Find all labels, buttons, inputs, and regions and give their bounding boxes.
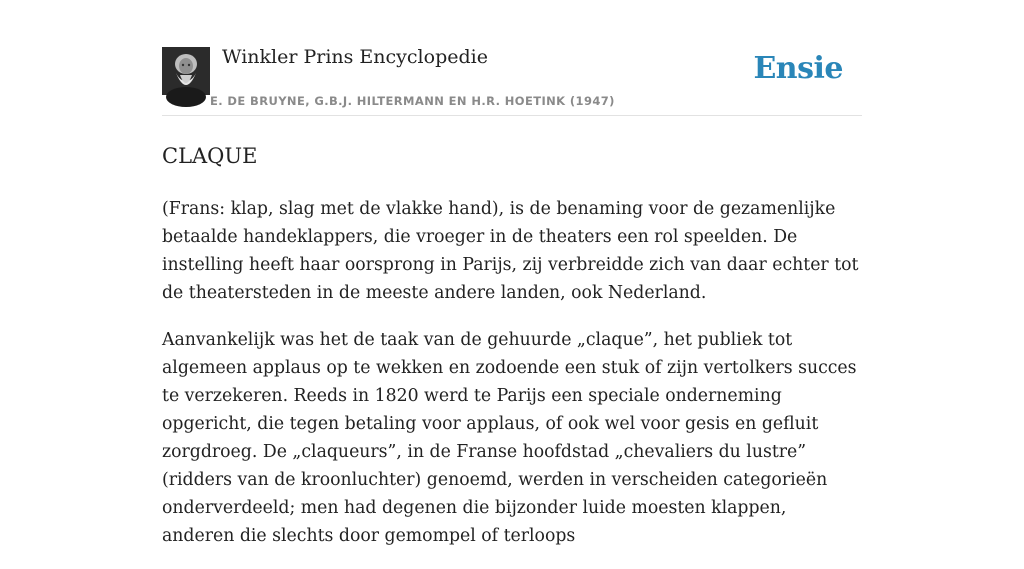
ensie-logo[interactable]: Ensie [753,51,843,86]
book-authors: E. DE BRUYNE, G.B.J. HILTERMANN EN H.R. HOETINK (1947) [210,94,615,108]
article-paragraph: (Frans: klap, slag met de vlakke hand), is de benaming voor de gezamenlijke betaalde handeklappers, die vroeger in de theaters een rol speelden. De instelling heeft haar oorsprong in Parijs, zij verbreidde zich van daar echter tot de theatersteden in de meeste andere landen, ook Nederland. [162,199,859,303]
article-title: CLAQUE [162,144,258,168]
book-title[interactable]: Winkler Prins Encyclopedie [222,46,488,68]
author-portrait-icon [162,47,210,95]
article-container [162,0,862,569]
header [162,0,862,116]
article-body [162,195,862,550]
article-paragraph: Aanvankelijk was het de taak van de gehuurde „claque”, het publiek tot algemeen applaus op te wekken en zodoende een stuk of zijn vertolkers succes te verzekeren. Reeds in 1820 werd te Parijs een speciale onderneming opgericht, die tegen betaling voor applaus, of ook wel voor gesis en gefluit zorgdroeg. De „claqueurs”, in de Franse hoofdstad „chevaliers du lustre” (ridders van de kroonluchter) genoemd, werden in verscheiden categorieën onderverdeeld; men had degenen die bijzonder luide moesten klappen, anderen die slechts door gemompel of terloops [162,330,857,546]
